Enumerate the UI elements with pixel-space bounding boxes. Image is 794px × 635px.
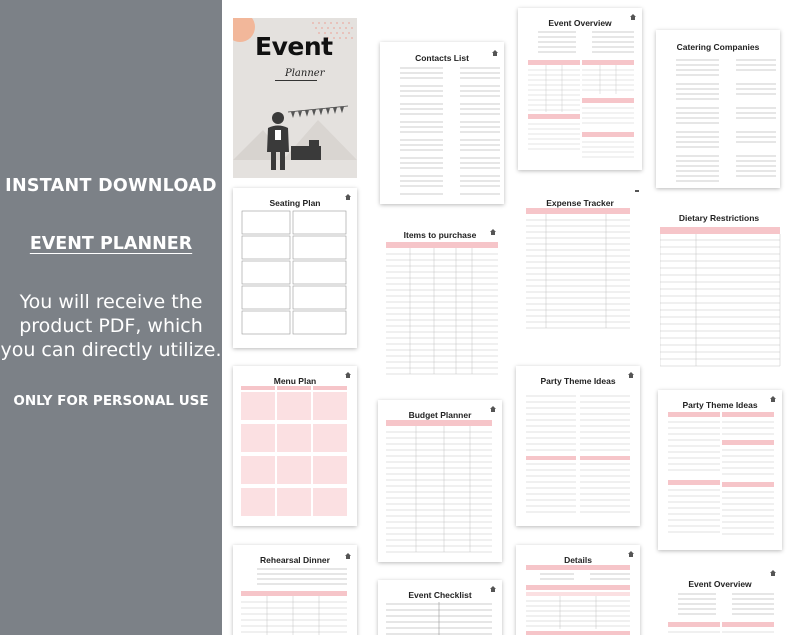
home-icon <box>628 372 634 378</box>
rehearsal-dinner-title: Rehearsal Dinner <box>260 555 330 565</box>
receive-line-2: product PDF, which <box>19 315 203 337</box>
event-planner-text: EVENT PLANNER <box>29 234 193 254</box>
contacts-list-title: Contacts List <box>415 53 469 63</box>
event-overview-2-form <box>666 590 778 635</box>
event-checklist-page <box>378 580 502 635</box>
home-icon <box>628 551 634 557</box>
home-icon <box>345 372 351 378</box>
seating-plan-page <box>233 188 357 348</box>
personal-use-text: ONLY FOR PERSONAL USE <box>13 393 209 409</box>
budget-table <box>386 420 496 560</box>
dietary-restrictions-title: Dietary Restrictions <box>678 213 760 223</box>
catering-companies-title: Catering Companies <box>676 42 760 52</box>
expense-tracker-title: Expense Tracker <box>546 198 614 208</box>
details-form <box>524 565 634 635</box>
details-title: Details <box>564 555 592 565</box>
cover-underline <box>275 80 317 81</box>
items-to-purchase-title: Items to purchase <box>403 230 477 240</box>
event-overview-2-title: Event Overview <box>688 579 752 589</box>
home-icon <box>345 553 351 559</box>
party-theme-lines <box>524 386 634 522</box>
checklist-lines <box>386 602 496 635</box>
seating-plan-title: Seating Plan <box>269 198 321 208</box>
cover-page <box>233 18 357 178</box>
rehearsal-dinner-page <box>233 545 357 635</box>
catering-companies-page <box>656 30 780 188</box>
items-table <box>386 240 498 380</box>
contacts-fields <box>388 64 500 202</box>
menu-plan-title: Menu Plan <box>273 376 317 386</box>
seating-table-boxes <box>241 210 351 340</box>
home-icon <box>490 229 496 235</box>
party-theme-ideas-2-title: Party Theme Ideas <box>682 400 758 410</box>
home-icon <box>490 586 496 592</box>
contacts-list-page <box>380 42 504 204</box>
event-checklist-title: Event Checklist <box>408 590 472 600</box>
receive-line-3: you can directly utilize. <box>0 339 222 361</box>
menu-grid <box>241 386 351 522</box>
event-overview-2-page <box>658 568 782 635</box>
budget-planner-title: Budget Planner <box>408 410 472 420</box>
instant-download-text: INSTANT DOWNLOAD <box>5 176 217 196</box>
home-icon <box>770 570 776 576</box>
cover-decoration <box>233 18 255 42</box>
budget-planner-page <box>378 400 502 562</box>
event-overview-form <box>526 28 636 168</box>
items-to-purchase-page <box>378 218 502 380</box>
details-page <box>516 545 640 635</box>
home-icon <box>630 14 636 20</box>
cover-subtitle: Planner <box>285 68 325 79</box>
receive-line-1: You will receive the <box>19 291 203 313</box>
home-icon <box>770 396 776 402</box>
expense-table <box>526 208 636 338</box>
party-theme-2-lines <box>666 410 776 546</box>
party-theme-ideas-title: Party Theme Ideas <box>540 376 616 386</box>
party-theme-ideas-page <box>516 366 640 526</box>
dietary-restrictions-page <box>656 204 782 376</box>
menu-plan-page <box>233 366 357 526</box>
dietary-table <box>660 225 782 375</box>
expense-tracker-page <box>518 190 642 340</box>
cover-title: Event <box>255 32 333 61</box>
event-overview-title: Event Overview <box>548 18 612 28</box>
receive-description <box>0 290 222 362</box>
home-icon <box>490 406 496 412</box>
presenter-illustration <box>233 90 357 178</box>
party-theme-ideas-2-page <box>658 390 782 550</box>
rehearsal-form <box>241 565 351 635</box>
event-overview-page <box>518 8 642 170</box>
home-icon <box>492 50 498 56</box>
home-icon <box>634 190 640 192</box>
promo-panel <box>0 0 222 635</box>
catering-fields <box>664 56 776 184</box>
home-icon <box>345 194 351 200</box>
